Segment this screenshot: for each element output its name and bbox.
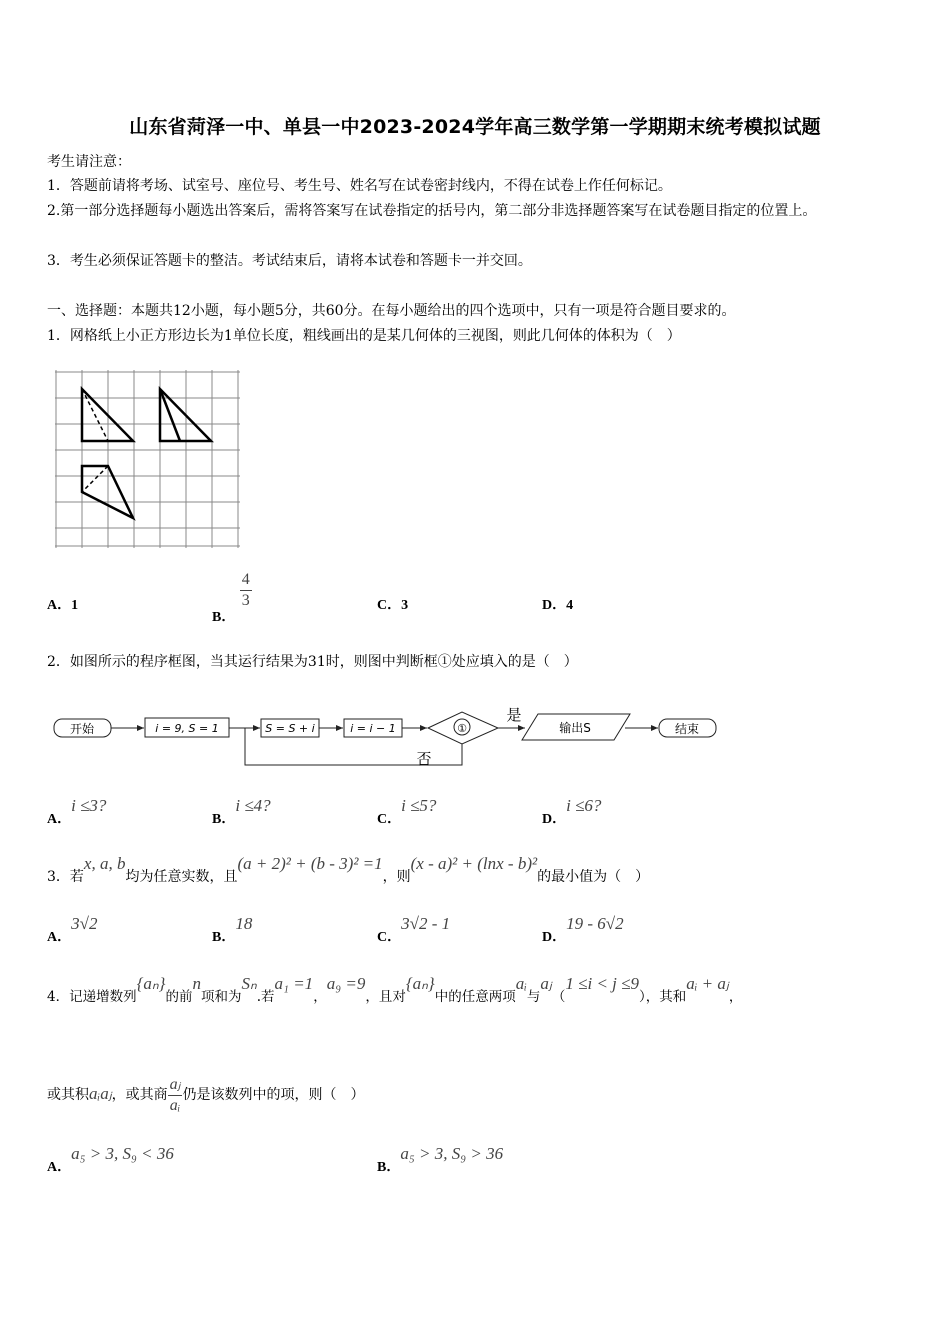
flow-init-text: i = 9, S = 1: [155, 722, 219, 735]
flow-update-s-text: S = S + i: [265, 722, 315, 735]
q3-option-b[interactable]: B．18: [212, 914, 253, 945]
question-4-stem-line-1: 4．记递增数列{aₙ}的前n项和为Sₙ.若a₁ =1，a₉ =9，且对{aₙ}中的任意两项aᵢ与aⱼ（1 ≤i < j ≤9），其和aᵢ + aⱼ，: [47, 974, 743, 1005]
q4-option-b[interactable]: B．a₅ > 3, S₉ > 36: [377, 1144, 504, 1175]
fraction-aj-ai: $\frac{\text{aⱼ}}{\text{aᵢ}}$: [169, 1075, 181, 1114]
question-3-stem: 3．若x, a, b均为任意实数，且(a + 2)² + (b - 3)² =1，则(x - a)² + (lnx - b)²的最小值为（ ）: [47, 854, 650, 885]
q1-option-a[interactable]: A．1: [47, 598, 79, 613]
flow-end-text: 结束: [674, 722, 700, 736]
flow-no-label: 否: [416, 750, 432, 768]
notice-heading: 考生请注意：: [47, 154, 131, 170]
three-view-figure: [50, 368, 245, 553]
q2-option-b[interactable]: B．i ≤4?: [212, 796, 271, 827]
q2-option-d[interactable]: D．i ≤6?: [542, 796, 602, 827]
section-heading: 一、选择题：本题共12小题，每小题5分，共60分。在每小题给出的四个选项中，只有一项是符合题目要求的。: [47, 303, 736, 319]
question-1-stem: 1．网格纸上小正方形边长为1单位长度，粗线画出的是某几何体的三视图，则此几何体的体积为（ ）: [47, 328, 681, 344]
q3-option-d[interactable]: D．19 - 6√2: [542, 914, 624, 945]
q4-option-a[interactable]: A．a₅ > 3, S₉ < 36: [47, 1144, 174, 1175]
q1-option-b[interactable]: B． $\frac{4}{3}$: [212, 571, 250, 625]
q1-option-d[interactable]: D．4: [542, 598, 574, 613]
flow-yes-label: 是: [506, 706, 522, 724]
q3-option-c[interactable]: C．3√2 - 1: [377, 914, 451, 945]
flow-start-text: 开始: [69, 722, 95, 736]
flow-output-text: 输出S: [559, 721, 591, 735]
q3-option-a[interactable]: A．3√2: [47, 914, 98, 945]
flow-decision-text: ①: [457, 722, 467, 735]
notice-item-2: 2.第一部分选择题每小题选出答案后，需将答案写在试卷指定的括号内，第二部分非选择题答案写在试卷题目指定的位置上。: [47, 203, 817, 219]
question-2-stem: 2．如图所示的程序框图，当其运行结果为31时，则图中判断框①处应填入的是（ ）: [47, 654, 578, 670]
q1-option-c[interactable]: C．3: [377, 598, 409, 613]
question-4-stem-line-2: 或其积aᵢaⱼ，或其商 $\frac{\text{aⱼ}}{\text{aᵢ}}$ 仍是该数列中的项，则（ ）: [47, 1075, 365, 1114]
page-title: 山东省菏泽一中、单县一中2023-2024学年高三数学第一学期期末统考模拟试题: [129, 116, 821, 138]
fraction-4-3: $\frac{4}{3}$: [241, 571, 250, 609]
notice-item-3: 3．考生必须保证答题卡的整洁。考试结束后，请将本试卷和答题卡一并交回。: [47, 253, 532, 269]
flow-update-i-text: i = i − 1: [350, 722, 396, 735]
q2-option-c[interactable]: C．i ≤5?: [377, 796, 437, 827]
q2-option-a[interactable]: A．i ≤3?: [47, 796, 107, 827]
flowchart: [50, 700, 725, 775]
notice-item-1: 1．答题前请将考场、试室号、座位号、考生号、姓名写在试卷密封线内，不得在试卷上作任何标记。: [47, 178, 672, 194]
